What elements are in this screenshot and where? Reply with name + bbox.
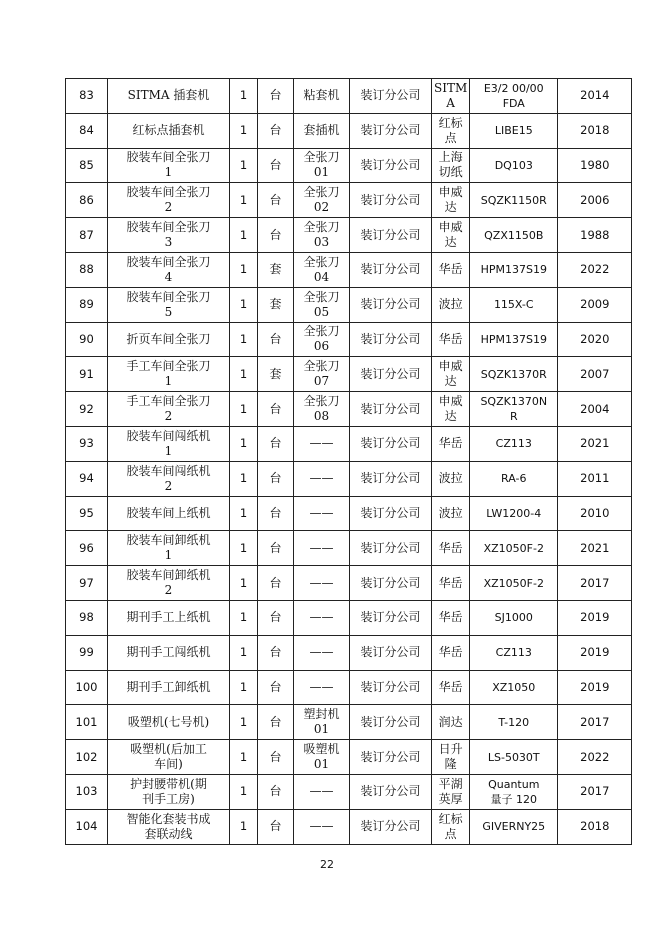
cell-quantity: 1 [230, 566, 258, 601]
cell-number: 102 [66, 740, 108, 775]
cell-model: CZ113 [470, 635, 558, 670]
cell-department: 装订分公司 [350, 322, 432, 357]
cell-quantity: 1 [230, 183, 258, 218]
cell-model: RA-6 [470, 461, 558, 496]
cell-year: 2009 [558, 287, 632, 322]
cell-type: 全张刀 02 [294, 183, 350, 218]
cell-department: 装订分公司 [350, 670, 432, 705]
cell-department: 装订分公司 [350, 252, 432, 287]
table-row [66, 426, 632, 461]
cell-number: 90 [66, 322, 108, 357]
cell-number: 100 [66, 670, 108, 705]
cell-type: —— [294, 809, 350, 844]
cell-unit: 台 [258, 218, 294, 253]
cell-manufacturer: 申威 达 [432, 218, 470, 253]
cell-unit: 台 [258, 148, 294, 183]
cell-year: 2021 [558, 426, 632, 461]
cell-type: 粘套机 [294, 79, 350, 114]
cell-year: 2018 [558, 809, 632, 844]
cell-type: —— [294, 531, 350, 566]
cell-number: 93 [66, 426, 108, 461]
cell-manufacturer: 申威 达 [432, 183, 470, 218]
cell-department: 装订分公司 [350, 287, 432, 322]
cell-number: 83 [66, 79, 108, 114]
cell-number: 91 [66, 357, 108, 392]
cell-manufacturer: 润达 [432, 705, 470, 740]
cell-model: LIBE15 [470, 113, 558, 148]
equipment-table [65, 78, 632, 845]
cell-type: 全张刀 03 [294, 218, 350, 253]
cell-year: 2022 [558, 740, 632, 775]
table-row [66, 322, 632, 357]
cell-manufacturer: 平湖 英厚 [432, 774, 470, 809]
cell-model: HPM137S19 [470, 252, 558, 287]
table-row [66, 774, 632, 809]
table-row [66, 670, 632, 705]
cell-manufacturer: 华岳 [432, 426, 470, 461]
cell-year: 2021 [558, 531, 632, 566]
cell-year: 1980 [558, 148, 632, 183]
cell-quantity: 1 [230, 392, 258, 427]
table-row [66, 496, 632, 531]
cell-type: 吸塑机 01 [294, 740, 350, 775]
cell-quantity: 1 [230, 79, 258, 114]
cell-number: 96 [66, 531, 108, 566]
cell-unit: 台 [258, 426, 294, 461]
cell-model: XZ1050F-2 [470, 566, 558, 601]
cell-year: 2018 [558, 113, 632, 148]
cell-year: 2017 [558, 774, 632, 809]
cell-unit: 台 [258, 496, 294, 531]
cell-unit: 套 [258, 287, 294, 322]
table-row [66, 600, 632, 635]
cell-manufacturer: 申威 达 [432, 392, 470, 427]
cell-year: 2017 [558, 705, 632, 740]
cell-unit: 台 [258, 322, 294, 357]
cell-unit: 台 [258, 740, 294, 775]
cell-equipment-name: 胶装车间闯纸机 2 [108, 461, 230, 496]
table-row [66, 461, 632, 496]
table-row [66, 113, 632, 148]
cell-department: 装订分公司 [350, 774, 432, 809]
cell-number: 88 [66, 252, 108, 287]
cell-manufacturer: 波拉 [432, 287, 470, 322]
cell-year: 2019 [558, 635, 632, 670]
cell-unit: 台 [258, 809, 294, 844]
cell-manufacturer: 华岳 [432, 531, 470, 566]
cell-manufacturer: 华岳 [432, 252, 470, 287]
table-row [66, 705, 632, 740]
cell-department: 装订分公司 [350, 496, 432, 531]
cell-quantity: 1 [230, 496, 258, 531]
cell-quantity: 1 [230, 809, 258, 844]
cell-manufacturer: 日升 隆 [432, 740, 470, 775]
cell-year: 2020 [558, 322, 632, 357]
cell-department: 装订分公司 [350, 635, 432, 670]
cell-equipment-name: 胶装车间闯纸机 1 [108, 426, 230, 461]
cell-quantity: 1 [230, 252, 258, 287]
cell-equipment-name: 红标点插套机 [108, 113, 230, 148]
table-row [66, 79, 632, 114]
cell-manufacturer: 波拉 [432, 461, 470, 496]
cell-manufacturer: 波拉 [432, 496, 470, 531]
cell-equipment-name: 胶装车间上纸机 [108, 496, 230, 531]
table-row [66, 218, 632, 253]
cell-unit: 台 [258, 113, 294, 148]
cell-unit: 台 [258, 670, 294, 705]
cell-department: 装订分公司 [350, 566, 432, 601]
cell-department: 装订分公司 [350, 148, 432, 183]
cell-unit: 台 [258, 774, 294, 809]
cell-model: Quantum 量子 120 [470, 774, 558, 809]
cell-type: 套插机 [294, 113, 350, 148]
cell-equipment-name: 胶装车间全张刀 5 [108, 287, 230, 322]
cell-manufacturer: 红标 点 [432, 113, 470, 148]
cell-equipment-name: 期刊手工闯纸机 [108, 635, 230, 670]
cell-type: 全张刀 05 [294, 287, 350, 322]
table-row [66, 287, 632, 322]
cell-number: 99 [66, 635, 108, 670]
cell-equipment-name: SITMA 插套机 [108, 79, 230, 114]
cell-model: GIVERNY25 [470, 809, 558, 844]
cell-unit: 台 [258, 531, 294, 566]
cell-unit: 台 [258, 461, 294, 496]
cell-year: 2010 [558, 496, 632, 531]
cell-department: 装订分公司 [350, 113, 432, 148]
cell-type: —— [294, 600, 350, 635]
cell-quantity: 1 [230, 740, 258, 775]
cell-type: 全张刀 01 [294, 148, 350, 183]
cell-model: CZ113 [470, 426, 558, 461]
cell-department: 装订分公司 [350, 600, 432, 635]
cell-number: 103 [66, 774, 108, 809]
cell-model: HPM137S19 [470, 322, 558, 357]
cell-year: 2006 [558, 183, 632, 218]
cell-equipment-name: 手工车间全张刀 1 [108, 357, 230, 392]
table-row [66, 635, 632, 670]
cell-type: 全张刀 07 [294, 357, 350, 392]
cell-quantity: 1 [230, 113, 258, 148]
cell-unit: 台 [258, 183, 294, 218]
cell-number: 89 [66, 287, 108, 322]
cell-number: 95 [66, 496, 108, 531]
table-row [66, 392, 632, 427]
cell-department: 装订分公司 [350, 740, 432, 775]
cell-unit: 套 [258, 252, 294, 287]
cell-number: 92 [66, 392, 108, 427]
cell-quantity: 1 [230, 600, 258, 635]
cell-model: LW1200-4 [470, 496, 558, 531]
cell-quantity: 1 [230, 705, 258, 740]
cell-model: LS-5030T [470, 740, 558, 775]
cell-type: —— [294, 635, 350, 670]
cell-unit: 台 [258, 79, 294, 114]
cell-equipment-name: 胶装车间全张刀 2 [108, 183, 230, 218]
cell-quantity: 1 [230, 531, 258, 566]
cell-department: 装订分公司 [350, 461, 432, 496]
cell-model: XZ1050F-2 [470, 531, 558, 566]
cell-equipment-name: 胶装车间卸纸机 1 [108, 531, 230, 566]
cell-type: 全张刀 08 [294, 392, 350, 427]
cell-manufacturer: SITM A [432, 79, 470, 114]
cell-number: 97 [66, 566, 108, 601]
table-body [66, 79, 632, 845]
cell-model: E3/2 00/00 FDA [470, 79, 558, 114]
table-row [66, 740, 632, 775]
cell-unit: 台 [258, 392, 294, 427]
cell-year: 2017 [558, 566, 632, 601]
cell-manufacturer: 红标 点 [432, 809, 470, 844]
cell-model: T-120 [470, 705, 558, 740]
cell-department: 装订分公司 [350, 531, 432, 566]
cell-model: SJ1000 [470, 600, 558, 635]
cell-year: 2014 [558, 79, 632, 114]
table-row [66, 809, 632, 844]
cell-department: 装订分公司 [350, 357, 432, 392]
cell-department: 装订分公司 [350, 809, 432, 844]
cell-unit: 台 [258, 635, 294, 670]
cell-number: 104 [66, 809, 108, 844]
cell-unit: 台 [258, 705, 294, 740]
cell-equipment-name: 吸塑机(七号机) [108, 705, 230, 740]
cell-model: QZX1150B [470, 218, 558, 253]
table-row [66, 148, 632, 183]
cell-equipment-name: 期刊手工卸纸机 [108, 670, 230, 705]
cell-equipment-name: 智能化套装书成 套联动线 [108, 809, 230, 844]
cell-type: —— [294, 670, 350, 705]
cell-manufacturer: 上海 切纸 [432, 148, 470, 183]
cell-manufacturer: 华岳 [432, 566, 470, 601]
cell-quantity: 1 [230, 287, 258, 322]
cell-type: 全张刀 06 [294, 322, 350, 357]
cell-year: 2022 [558, 252, 632, 287]
cell-quantity: 1 [230, 426, 258, 461]
cell-manufacturer: 申威 达 [432, 357, 470, 392]
cell-model: DQ103 [470, 148, 558, 183]
cell-equipment-name: 期刊手工上纸机 [108, 600, 230, 635]
cell-year: 2019 [558, 600, 632, 635]
cell-type: 全张刀 04 [294, 252, 350, 287]
table-row [66, 252, 632, 287]
cell-year: 2011 [558, 461, 632, 496]
cell-manufacturer: 华岳 [432, 635, 470, 670]
cell-unit: 台 [258, 600, 294, 635]
table-row [66, 531, 632, 566]
cell-quantity: 1 [230, 635, 258, 670]
cell-model: XZ1050 [470, 670, 558, 705]
cell-manufacturer: 华岳 [432, 670, 470, 705]
cell-type: —— [294, 496, 350, 531]
cell-department: 装订分公司 [350, 183, 432, 218]
cell-department: 装订分公司 [350, 218, 432, 253]
cell-type: —— [294, 461, 350, 496]
cell-type: —— [294, 426, 350, 461]
cell-department: 装订分公司 [350, 392, 432, 427]
cell-quantity: 1 [230, 322, 258, 357]
cell-number: 84 [66, 113, 108, 148]
cell-quantity: 1 [230, 670, 258, 705]
cell-equipment-name: 胶装车间全张刀 4 [108, 252, 230, 287]
cell-equipment-name: 胶装车间全张刀 1 [108, 148, 230, 183]
cell-number: 98 [66, 600, 108, 635]
cell-unit: 台 [258, 566, 294, 601]
cell-number: 86 [66, 183, 108, 218]
cell-model: 115X-C [470, 287, 558, 322]
cell-equipment-name: 护封腰带机(期 刊手工房) [108, 774, 230, 809]
page-number: 22 [320, 858, 334, 871]
cell-quantity: 1 [230, 461, 258, 496]
cell-quantity: 1 [230, 148, 258, 183]
cell-type: 塑封机 01 [294, 705, 350, 740]
cell-manufacturer: 华岳 [432, 600, 470, 635]
cell-quantity: 1 [230, 357, 258, 392]
table-row [66, 566, 632, 601]
cell-equipment-name: 手工车间全张刀 2 [108, 392, 230, 427]
table-row [66, 183, 632, 218]
cell-equipment-name: 吸塑机(后加工 车间) [108, 740, 230, 775]
cell-equipment-name: 胶装车间卸纸机 2 [108, 566, 230, 601]
cell-model: SQZK1370R [470, 357, 558, 392]
cell-type: —— [294, 566, 350, 601]
cell-model: SQZK1150R [470, 183, 558, 218]
cell-department: 装订分公司 [350, 705, 432, 740]
cell-quantity: 1 [230, 774, 258, 809]
cell-manufacturer: 华岳 [432, 322, 470, 357]
cell-equipment-name: 折页车间全张刀 [108, 322, 230, 357]
cell-unit: 套 [258, 357, 294, 392]
cell-department: 装订分公司 [350, 426, 432, 461]
cell-year: 2007 [558, 357, 632, 392]
cell-number: 94 [66, 461, 108, 496]
cell-type: —— [294, 774, 350, 809]
cell-number: 101 [66, 705, 108, 740]
cell-equipment-name: 胶装车间全张刀 3 [108, 218, 230, 253]
cell-year: 2004 [558, 392, 632, 427]
cell-quantity: 1 [230, 218, 258, 253]
table-row [66, 357, 632, 392]
cell-department: 装订分公司 [350, 79, 432, 114]
cell-number: 85 [66, 148, 108, 183]
cell-model: SQZK1370N R [470, 392, 558, 427]
cell-year: 1988 [558, 218, 632, 253]
cell-year: 2019 [558, 670, 632, 705]
cell-number: 87 [66, 218, 108, 253]
